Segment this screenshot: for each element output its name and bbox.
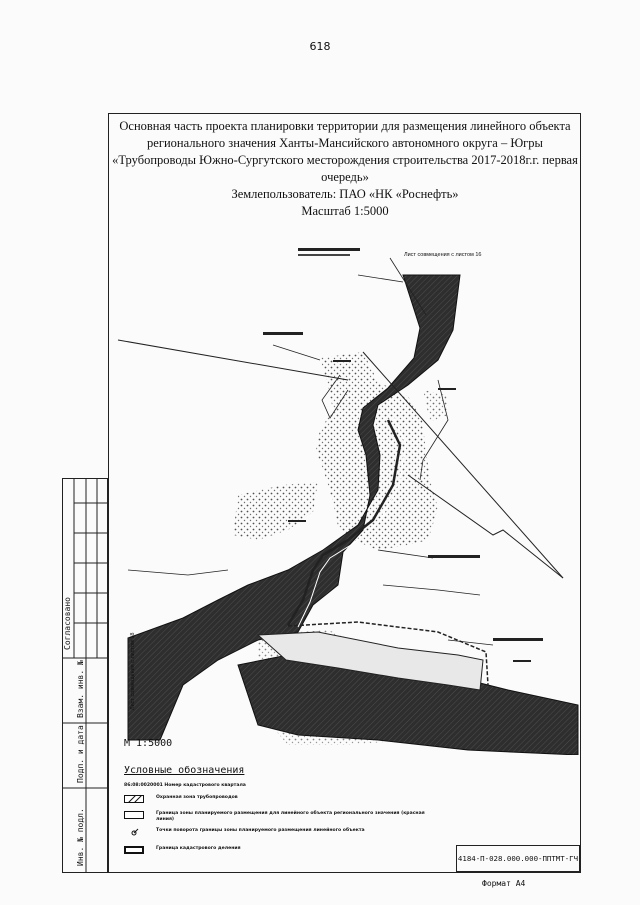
approval-side-panel — [62, 478, 108, 873]
title-line: очередь» — [321, 170, 369, 184]
open-rect-icon — [124, 811, 144, 819]
side-panel-grid — [62, 478, 108, 873]
map-annotation — [288, 520, 306, 522]
leader-line — [358, 275, 403, 282]
title-line: регионального значения Ханты-Мансийского автономного округа – Югры — [147, 136, 543, 150]
map-annotation — [298, 254, 350, 256]
boundary-line — [383, 585, 480, 595]
sheet-join-label-top: Лист совмещения с листом 16 — [404, 252, 482, 258]
legend-title: Условные обозначения — [124, 765, 245, 776]
map-annotation — [493, 638, 543, 641]
drawing-title — [112, 118, 578, 220]
map-annotation — [298, 248, 360, 251]
title-line: «Трубопроводы Южно-Сургутского месторождения строительства 2017-2018г.г. первая — [112, 153, 578, 167]
boundary-line — [128, 570, 228, 575]
original-inv-label: Инв. № подл. — [76, 808, 85, 866]
sheet-join-label-left: Лист совмещения с листом 18 — [130, 632, 136, 710]
drawing-code-stamp: 4184-П-028.000.000-ППТМТ-ГЧ — [456, 845, 580, 872]
leader-line — [378, 550, 433, 558]
map-annotation — [438, 388, 456, 390]
legend-item-label: 86:08:0020001 Номер кадастрового квартала — [124, 783, 246, 788]
agreed-label: Согласовано — [63, 597, 72, 650]
site-plan-map — [108, 240, 580, 755]
leader-line — [273, 345, 320, 360]
sign-date-label: Подп. и дата — [76, 725, 85, 783]
leader-line — [448, 640, 493, 645]
land-user: Землепользователь: ПАО «НК «Роснефть» — [231, 187, 459, 201]
map-annotation — [513, 660, 531, 662]
boundary-line — [118, 340, 348, 380]
map-annotation — [263, 332, 303, 335]
map-annotation — [333, 360, 351, 362]
turn-point-icon — [124, 828, 144, 836]
legend-item-label: Охранная зона трубопроводов — [156, 795, 238, 800]
legend-item-label: Граница зоны планируемого размещения для линейного объекта регионального значения (красная линия) — [156, 811, 425, 822]
bold-rect-icon — [124, 846, 144, 854]
stippled-area — [233, 482, 318, 540]
legend-item-label: Точки поворота границы зоны планируемого размещения линейного объекта — [156, 828, 365, 833]
page-number: 618 — [309, 40, 331, 53]
hatched-rect-icon — [124, 795, 144, 803]
replaced-inv-label: Взам. инв. № — [76, 660, 85, 718]
map-scale: М 1:5000 — [124, 738, 173, 749]
title-scale: Масштаб 1:5000 — [301, 204, 389, 218]
paper-format: Формат А4 — [482, 879, 526, 888]
title-line: Основная часть проекта планировки территории для размещения линейного объекта — [119, 119, 571, 133]
map-annotation — [428, 555, 480, 558]
legend-item-label: Граница кадастрового деления — [156, 846, 241, 851]
